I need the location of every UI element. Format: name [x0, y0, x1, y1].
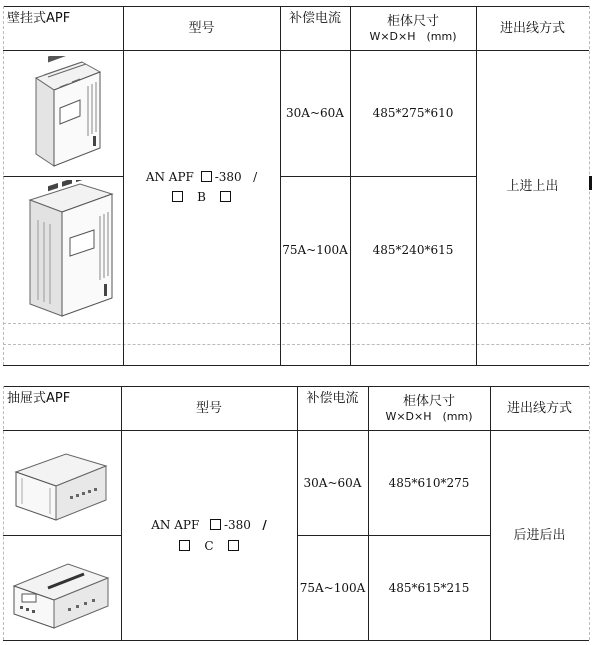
row1-size: 485*275*610: [372, 106, 454, 121]
row2-current: 75A~100A: [299, 580, 366, 595]
header-size-title: 柜体尺寸: [402, 394, 455, 410]
header-size-units: W×D×H (mm): [385, 409, 473, 423]
row1-current: 30A~60A: [286, 106, 344, 121]
row1-size: 485*610*275: [388, 475, 470, 490]
model-prefix: AN APF: [145, 169, 194, 184]
header-wiring: 进出线方式: [506, 400, 572, 416]
header-size-title: 柜体尺寸: [386, 14, 439, 30]
checkbox-icon: [210, 519, 221, 530]
drawer-apf-unit-image-large: [8, 556, 112, 632]
row2-size: 485*615*215: [388, 580, 470, 595]
drawer-apf-unit-image-small: [10, 448, 110, 524]
model-series: C: [204, 538, 214, 553]
model-voltage: -380: [214, 169, 242, 184]
wiring-method: 后进后出: [513, 527, 566, 543]
wall-apf-cabinet-image-small: [22, 56, 106, 170]
header-model: 型号: [195, 400, 222, 416]
header-current: 补偿电流: [306, 391, 359, 407]
model-designation: [123, 51, 280, 323]
model-slash: /: [262, 518, 267, 533]
model-prefix: AN APF: [151, 518, 200, 533]
header-type: 壁挂式APF: [7, 11, 71, 27]
header-size-units: W×D×H (mm): [369, 29, 457, 43]
header-wiring: 进出线方式: [499, 20, 565, 36]
checkbox-icon: [228, 540, 239, 551]
header-type: 抽屉式APF: [7, 391, 71, 407]
header-current: 补偿电流: [288, 11, 341, 27]
checkbox-icon: [172, 191, 183, 202]
row2-current: 75A~100A: [282, 242, 348, 257]
checkbox-icon: [220, 191, 231, 202]
header-model: 型号: [188, 20, 215, 36]
checkbox-icon: [201, 171, 212, 182]
header-size: [350, 7, 476, 50]
model-voltage: -380: [223, 518, 251, 533]
row1-current: 30A~60A: [303, 475, 362, 490]
model-slash: /: [253, 169, 258, 184]
model-designation: [121, 431, 297, 640]
checkbox-icon: [179, 540, 190, 551]
header-size: [368, 387, 490, 430]
edge-marker: [589, 176, 592, 190]
wall-apf-cabinet-image-large: [18, 180, 118, 320]
row2-size: 485*240*615: [372, 242, 454, 257]
model-series: B: [197, 190, 206, 204]
wiring-method: 上进上出: [506, 179, 559, 195]
